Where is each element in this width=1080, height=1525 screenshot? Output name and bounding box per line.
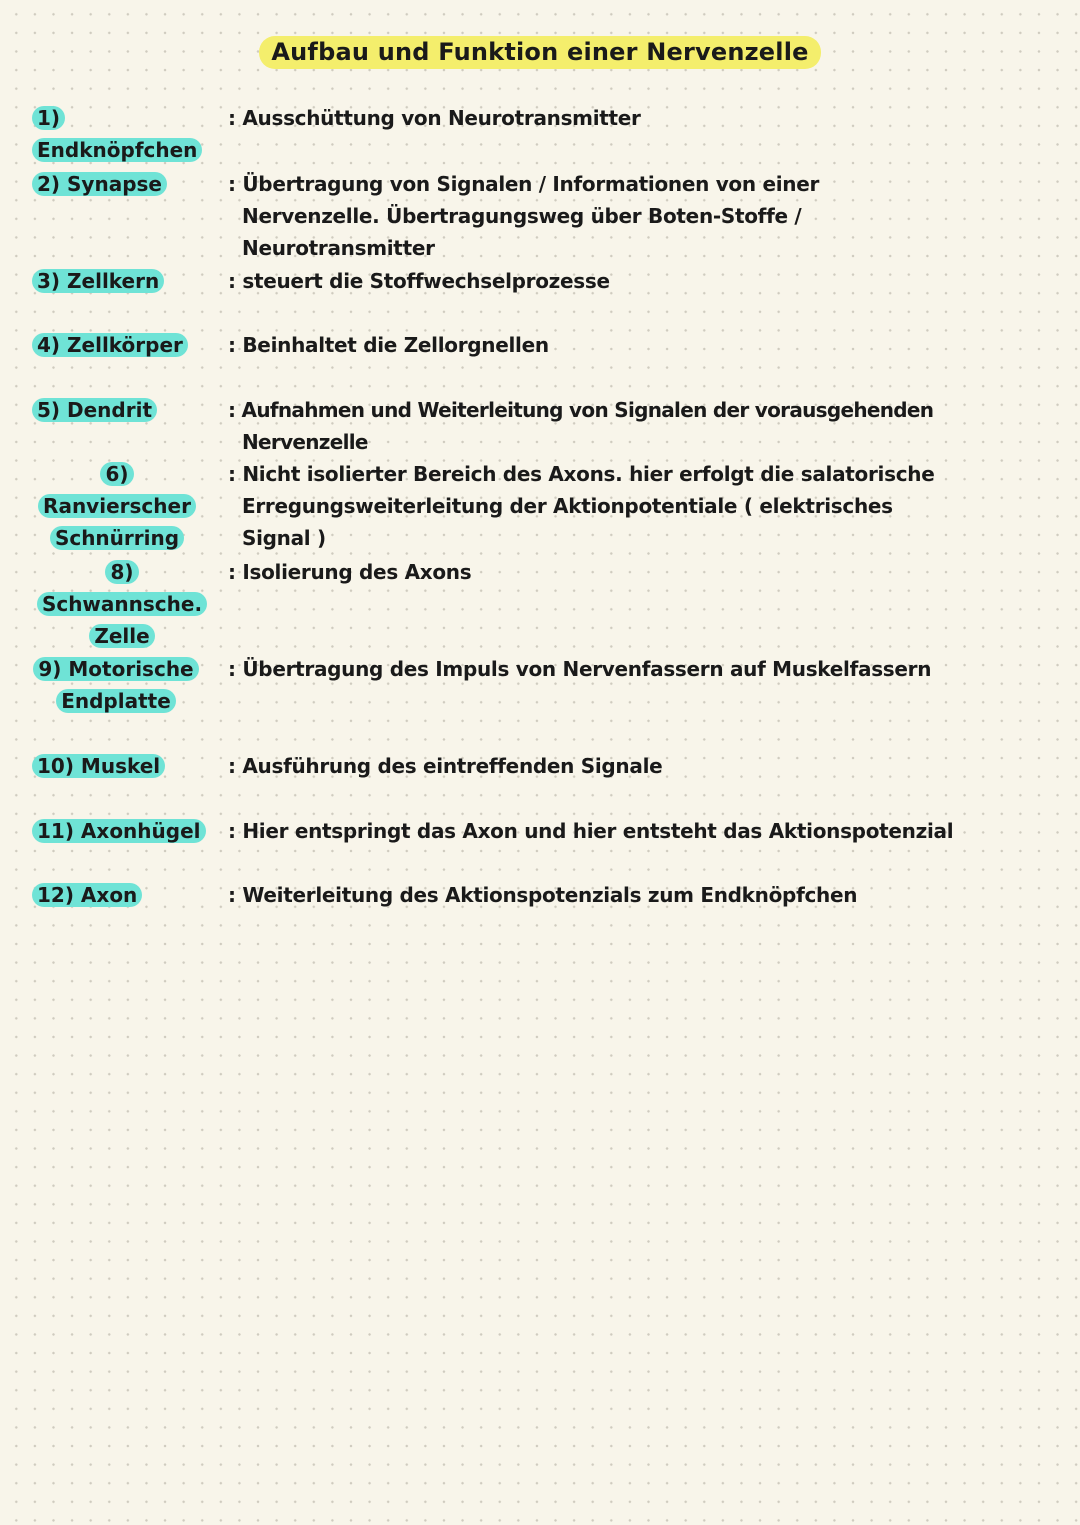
entry-term: 8) Schwannsche. Zelle xyxy=(32,556,212,652)
entry-term: 3) Zellkern xyxy=(32,265,218,297)
entry-description: : Nicht isolierter Bereich des Axons. hier erfolgt die salatorische Erregungsweiterleitung der Aktionpotentiale ( elektrisches Signal ) xyxy=(228,462,935,550)
entry-description: : Aufnahmen und Weiterleitung von Signalen der vorausgehenden Nervenzelle xyxy=(228,398,934,454)
entry-term: 10) Muskel xyxy=(32,750,218,782)
entry-term: 9) Motorische Endplatte xyxy=(32,653,200,717)
entry-description: : Hier entspringt das Axon und hier entsteht das Aktionspotenzial xyxy=(228,819,954,843)
entry-term: 2) Synapse xyxy=(32,168,218,200)
entry-term: 4) Zellkörper xyxy=(32,329,218,361)
entry-description: : Ausführung des eintreffenden Signale xyxy=(228,754,663,778)
entry-description: : Isolierung des Axons xyxy=(228,560,472,584)
entry-description: : Weiterleitung des Aktionspotenzials zum Endknöpfchen xyxy=(228,883,858,907)
entry-term: 11) Axonhügel xyxy=(32,815,218,847)
entry-description: : Ausschüttung von Neurotransmitter xyxy=(228,106,641,130)
entry-description: : Übertragung von Signalen / Informationen von einer Nervenzelle. Übertragungsweg über Boten-Stoffe / Neurotransmitter xyxy=(228,172,820,260)
entry-description: : Beinhaltet die Zellorgnellen xyxy=(228,333,549,357)
entry-term: 12) Axon xyxy=(32,879,218,911)
entry-term: 1) Endknöpfchen xyxy=(32,102,218,166)
entry-term: 5) Dendrit xyxy=(32,394,218,426)
entry-term: 6) Ranvierscher Schnürring xyxy=(32,458,202,554)
page-title: Aufbau und Funktion einer Nervenzelle xyxy=(259,36,820,69)
entry-description: : steuert die Stoffwechselprozesse xyxy=(228,269,610,293)
entry-description: : Übertragung des Impuls von Nervenfassern auf Muskelfassern xyxy=(228,657,932,681)
title-container xyxy=(0,36,1080,69)
